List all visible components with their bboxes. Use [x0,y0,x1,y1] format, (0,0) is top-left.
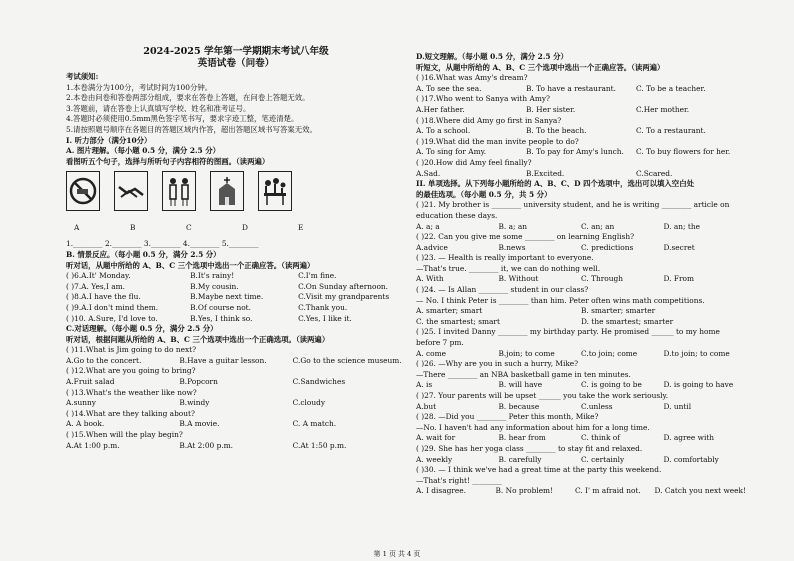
section-b-heading: B. 情景反应。（每小题 0.5 分，满分 2.5 分） [66,249,221,259]
question-text: education these days. [416,210,498,220]
answer-option: A.sunny [66,398,96,408]
answer-option: A.advice [416,242,448,252]
answer-option: B.Excited. [526,168,565,178]
question-text: ( )24. — Is Allan ________ student in our class? [416,285,589,295]
family-table-icon [258,171,292,211]
answer-option: B.windy [179,398,210,408]
answer-option: A.At 1:00 p.m. [66,440,120,450]
section-2-heading: II. 单项选择。从下列每小题所给的 A、B、C、D 四个选项中，选出可以填入空白处 [416,179,694,189]
answer-options [416,455,746,466]
answer-option: C.Scared. [636,168,673,178]
answer-option: A. To a school. [416,126,471,136]
answer-option: C.Visit my grandparents [298,292,390,302]
answer-option: C. To be a teacher. [636,83,706,93]
question-text: ( )16.What was Amy's dream? [416,73,528,83]
question-text: ( )7.A. Yes,I am. [66,281,125,291]
section-c-questions [66,345,406,451]
question-text: ( )23. — Health is really important to everyone. [416,253,594,263]
answer-option: D. until [663,401,692,411]
question-row [66,282,406,293]
answer-option: B. Her sister. [526,104,576,114]
answer-option: C. predictions [581,242,634,252]
answer-option: C. To a restaurant. [636,126,706,136]
answer-option: B.My cousin. [190,281,239,291]
question-text: ( )28. —Did you ________ Peter this month, Mike? [416,412,599,422]
answer-option: D. is going to have [663,380,734,390]
answer-options [416,147,746,158]
question-text: ( )15.When will the play begin? [66,430,183,440]
answer-option: A.Go to the concert. [66,355,142,365]
question-text: ( )25. I invited Danny ________ my birthday party. He promised ______ to my home [416,327,720,337]
answer-option: B.It's rainy! [190,271,235,281]
exam-title: 2024-2025 学年第一学期期末考试八年级 [143,46,329,57]
answer-option: A. To sing for Amy. [416,147,487,157]
answer-option: B. will have [498,380,543,390]
question-row [66,314,406,325]
question-text: ( )10. A.Sure, I'd love to. [66,313,158,323]
answer-option: D.secret [663,242,695,252]
notice-list [66,83,406,136]
answer-options [66,377,406,388]
question-text: ( )17.Who went to Sanya with Amy? [416,94,550,104]
notice-item: 5.请按照题号顺序在各题目的答题区域内作答，超出答题区域书写答案无效。 [66,124,317,134]
answer-option: C.Go to the science museum. [292,355,402,365]
answer-option: A.but [416,401,437,411]
people-icon [162,171,196,211]
notice-item: 3.答题前，请在答卷上认真填写学校、姓名和准考证号。 [66,103,251,113]
question-text: ( )12.What are you going to bring? [66,366,196,376]
section-c-heading: C.对话理解。（每小题 0.5 分，满分 2.5 分） [66,324,218,334]
section-a-instruction: 看图听五个句子，选择与所听句子内容相符的图画。（读两遍） [66,156,270,166]
answer-option: B. hear from [498,433,546,443]
answer-option: C.I'm fine. [298,271,337,281]
answer-option: C.Sandwiches [292,377,346,387]
answer-options [66,356,406,367]
question-text: before 7 pm. [416,338,464,348]
answer-option: A. is [416,380,433,390]
answer-option: B.Maybe next time. [190,292,264,302]
question-text: ( )9.A.I don't mind them. [66,302,159,312]
question-text: — No. I think Peter is ________ than him. Peter often wins math competitions. [416,295,705,305]
answer-option: C.cloudy [292,398,326,408]
question-text: ( )13.What's the weather like now? [66,387,197,397]
picture-row [66,171,406,213]
question-text: ( )18.Where did Amy go first in Sanya? [416,115,562,125]
answer-options [416,349,746,360]
section-listening: I. 听力部分（满分10分） [66,135,152,145]
answer-option: A.Fruit salad [66,377,115,387]
answer-option: B. carefully [498,454,542,464]
answer-option: C.On Sunday afternoon. [298,281,389,291]
answer-options [416,243,746,254]
question-row [66,292,406,303]
answer-option: D. From [663,274,694,284]
question-row [66,303,406,314]
question-text: ( )21. My brother is ________ university student, and he is writing ________ article on [416,200,730,210]
answer-options [416,433,746,444]
answer-option: A. With [416,274,444,284]
answer-option: A.Sad. [416,168,441,178]
answer-option: D. agree with [663,433,715,443]
answer-option: C. an; an [581,221,615,231]
answer-option: D.to join; to come [663,348,730,358]
question-text: ( )20.How did Amy feel finally? [416,157,532,167]
answer-option: A. I disagree. [416,486,466,496]
answer-options [416,380,746,391]
picture-label: A [74,223,80,233]
question-row [66,271,406,282]
answer-option: A. smarter; smart [416,306,483,316]
answer-option: A. A book. [66,419,105,429]
section-b-instruction: 听对话，从题中所给的 A、B、C 三个选项中选出一个正确应答。（读两遍） [66,260,315,270]
answer-option: C. I' m afraid not. [574,486,641,496]
answer-option: D. Catch you next week! [654,486,746,496]
picture-label: E [298,223,304,233]
answer-option: B.Of course not. [190,302,251,312]
answer-option: C. is going to be [581,380,642,390]
answer-option: B. To the beach. [526,126,587,136]
picture-labels [66,223,406,235]
answer-option: A.Her father. [416,104,465,114]
multiple-choice-questions [416,200,746,497]
answer-option: C.At 1:50 p.m. [292,440,347,450]
answer-options [66,398,406,409]
answer-options [416,486,746,497]
answer-option: B. because [498,401,540,411]
question-text: ( )14.What are they talking about? [66,408,195,418]
answer-option: B. To pay for Amy's lunch. [526,147,624,157]
answer-options [416,169,746,180]
answer-option: C.unless [581,401,613,411]
section-b-questions [66,271,406,324]
answer-options [416,274,746,285]
answer-option: C. To buy flowers for her. [636,147,731,157]
answer-option: A. wait for [416,433,456,443]
answer-options [416,126,746,137]
section-a-heading: A. 图片理解。（每小题 0.5 分，满分 2.5 分） [66,146,221,156]
answer-option: B.Yes, I think so. [190,313,253,323]
page-footer: 第 1 页 共 4 页 [373,550,421,558]
answer-option: C. A match. [292,419,337,429]
picture-label: B [130,223,136,233]
picture-label: D [242,223,248,233]
notice-item: 4.答题时必须使用0.5mm黑色签字笔书写，要求字迹工整，笔迹清楚。 [66,114,299,124]
question-text: —That's true. ________ it, we can do nothing well. [416,263,601,273]
exam-subtitle: 英语试卷（问卷） [197,58,275,69]
answer-option: B. No problem! [495,486,554,496]
church-icon [210,171,244,211]
answer-options [416,105,746,116]
question-text: —There ________ an NBA basketball game in ten minutes. [416,369,631,379]
question-text: ( )22. Can you give me some ________ on learning English? [416,232,635,242]
picture-label: C [186,223,192,233]
notice-heading: 考试须知: [66,72,99,81]
answer-blanks: 1.________ 2.________ 3.________ 4.________ 5.________ [66,239,259,249]
section-d-heading: D.短文理解。（每小题 0.5 分，满分 2.5 分） [416,52,568,61]
answer-options [66,419,406,430]
answer-option: C. certainly [581,454,625,464]
notice-item: 1.本卷满分为100分，考试时间为100分钟。 [66,82,213,92]
answer-option: B.news [498,242,526,252]
no-dog-icon [66,171,100,211]
question-text: ( )6.A.It' Monday. [66,271,131,281]
answer-options [416,402,746,413]
section-d-questions [416,73,746,179]
answer-option: A. To see the sea. [416,83,482,93]
question-text: ( )29. She has her yoga class ________ to stay fit and relaxed. [416,443,643,453]
section-2-heading-cont: 的最佳选项。（每小题 0.5 分，共 5 分） [416,189,552,199]
answer-option: C.Yes, I like it. [298,313,352,323]
question-text: ( )30. — I think we've had a great time at the party this weekend. [416,465,662,475]
answer-option: C.Her mother. [636,104,690,114]
answer-option: A. weekly [416,454,453,464]
answer-option: D. an; the [663,221,700,231]
question-text: —No. I haven't had any information about him for a long time. [416,422,650,432]
answer-options [416,317,746,328]
question-text: ( )19.What did the man invite people to do? [416,136,579,146]
question-text: ( )26. —Why are you in such a hurry, Mike? [416,359,579,369]
section-c-instruction: 听对话，根据问题从所给的 A、B、C 三个选项中选出一个正确选项。（读两遍） [66,334,330,344]
answer-option: B. Without [498,274,539,284]
question-text: —That's right! ________ [416,475,502,485]
answer-option: A. a; a [416,221,440,231]
answer-options [416,222,746,233]
answer-option: C. the smartest; smart [416,316,500,326]
notice-item: 2.本卷由问卷和答卷两部分组成，要求在答卷上答题，在问卷上答题无效。 [66,93,310,103]
left-column [66,0,406,451]
answer-option: C. Through [581,274,624,284]
answer-options [416,84,746,95]
answer-option: C.Thank you. [298,302,348,312]
answer-option: B.join; to come [498,348,555,358]
answer-options [416,306,746,317]
section-d-instruction: 听短文，从题中所给的 A、B、C 三个选项中选出一个正确应答。（读两遍） [416,62,665,72]
answer-option: C.to join; come [581,348,638,358]
answer-option: B.Popcorn [179,377,218,387]
answer-option: B.Have a guitar lesson. [179,355,267,365]
answer-option: D. the smartest; smarter [581,316,674,326]
answer-option: D. comfortably [663,454,719,464]
question-text: ( )11.What is Jim going to do next? [66,345,197,355]
answer-option: A. come [416,348,447,358]
right-column [416,0,746,497]
handshake-icon [114,171,148,211]
question-text: ( )8.A.I have the flu. [66,292,141,302]
answer-option: C. think of [581,433,620,443]
answer-option: B.A movie. [179,419,220,429]
answer-option: B. To have a restaurant. [526,83,616,93]
answer-option: B. smarter; smarter [581,306,656,316]
question-text: ( )27. Your parents will be upset ______ you take the work seriously. [416,391,669,400]
answer-options [66,441,406,452]
answer-option: B. a; an [498,221,528,231]
answer-option: B.At 2:00 p.m. [179,440,234,450]
